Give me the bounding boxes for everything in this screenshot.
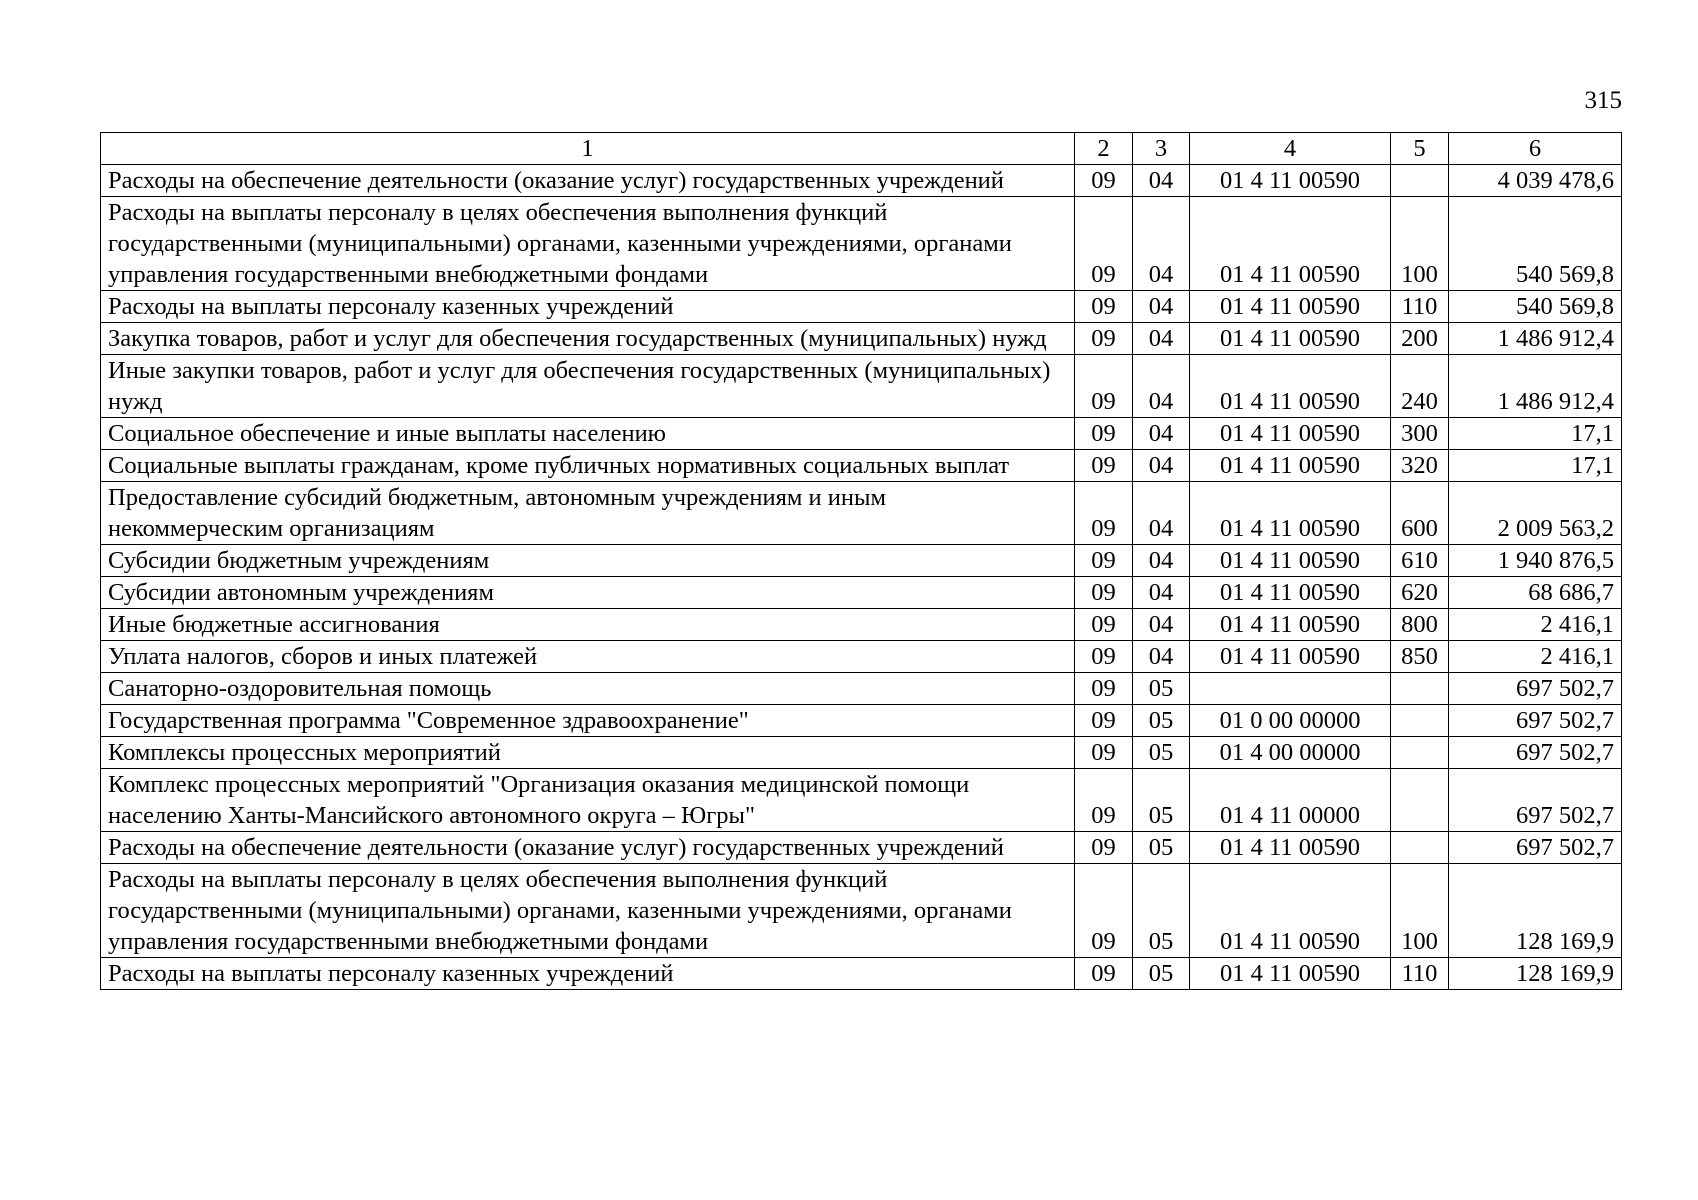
header-col-4: 4 [1190, 133, 1391, 165]
expense-name-cell: Закупка товаров, работ и услуг для обеспечения государственных (муниципальных) нужд [101, 323, 1075, 355]
table-row [101, 832, 1622, 864]
amount-cell: 17,1 [1449, 450, 1622, 482]
expense-type-cell: 110 [1391, 958, 1449, 990]
section-code-cell: 09 [1075, 832, 1133, 864]
amount-cell: 128 169,9 [1449, 864, 1622, 958]
amount-cell: 2 416,1 [1449, 641, 1622, 673]
subsection-code-cell: 04 [1133, 165, 1190, 197]
amount-cell: 128 169,9 [1449, 958, 1622, 990]
target-article-cell: 01 4 11 00590 [1190, 482, 1391, 545]
table-row [101, 323, 1622, 355]
section-code-cell: 09 [1075, 705, 1133, 737]
target-article-cell: 01 4 11 00590 [1190, 958, 1391, 990]
section-code-cell: 09 [1075, 958, 1133, 990]
amount-cell: 1 940 876,5 [1449, 545, 1622, 577]
table-row [101, 705, 1622, 737]
expense-name-cell: Иные закупки товаров, работ и услуг для обеспечения государственных (муниципальных) нужд [101, 355, 1075, 418]
section-code-cell: 09 [1075, 641, 1133, 673]
table-row [101, 864, 1622, 958]
amount-cell: 540 569,8 [1449, 291, 1622, 323]
target-article-cell: 01 4 11 00000 [1190, 769, 1391, 832]
table-row [101, 609, 1622, 641]
target-article-cell: 01 4 11 00590 [1190, 197, 1391, 291]
amount-cell: 697 502,7 [1449, 705, 1622, 737]
subsection-code-cell: 04 [1133, 418, 1190, 450]
expense-name-cell: Расходы на выплаты персоналу в целях обеспечения выполнения функций государственными (муниципальными) органами, казенными учреждениями, органами управления государственными внебюджетными фондами [101, 197, 1075, 291]
subsection-code-cell: 04 [1133, 641, 1190, 673]
target-article-cell: 01 4 11 00590 [1190, 545, 1391, 577]
target-article-cell: 01 4 11 00590 [1190, 641, 1391, 673]
section-code-cell: 09 [1075, 291, 1133, 323]
subsection-code-cell: 04 [1133, 577, 1190, 609]
amount-cell: 697 502,7 [1449, 832, 1622, 864]
subsection-code-cell: 04 [1133, 609, 1190, 641]
table-row [101, 641, 1622, 673]
target-article-cell: 01 4 11 00590 [1190, 165, 1391, 197]
table-row [101, 545, 1622, 577]
expense-type-cell: 100 [1391, 864, 1449, 958]
target-article-cell: 01 4 11 00590 [1190, 864, 1391, 958]
target-article-cell: 01 4 11 00590 [1190, 323, 1391, 355]
target-article-cell: 01 4 11 00590 [1190, 355, 1391, 418]
header-col-3: 3 [1133, 133, 1190, 165]
expense-name-cell: Иные бюджетные ассигнования [101, 609, 1075, 641]
subsection-code-cell: 04 [1133, 482, 1190, 545]
subsection-code-cell: 05 [1133, 769, 1190, 832]
table-body [101, 165, 1622, 990]
table-row [101, 450, 1622, 482]
expense-type-cell: 100 [1391, 197, 1449, 291]
header-col-5: 5 [1391, 133, 1449, 165]
amount-cell: 1 486 912,4 [1449, 323, 1622, 355]
header-col-2: 2 [1075, 133, 1133, 165]
header-row [101, 133, 1622, 165]
target-article-cell: 01 4 11 00590 [1190, 291, 1391, 323]
amount-cell: 4 039 478,6 [1449, 165, 1622, 197]
expense-name-cell: Расходы на выплаты персоналу казенных учреждений [101, 291, 1075, 323]
amount-cell: 697 502,7 [1449, 769, 1622, 832]
target-article-cell: 01 4 11 00590 [1190, 577, 1391, 609]
table-row [101, 577, 1622, 609]
expense-type-cell: 320 [1391, 450, 1449, 482]
expense-type-cell [1391, 737, 1449, 769]
expense-type-cell [1391, 165, 1449, 197]
page-number: 315 [1584, 87, 1622, 114]
table-row [101, 737, 1622, 769]
section-code-cell: 09 [1075, 450, 1133, 482]
table-row [101, 418, 1622, 450]
table-row [101, 355, 1622, 418]
target-article-cell: 01 4 11 00590 [1190, 418, 1391, 450]
subsection-code-cell: 04 [1133, 355, 1190, 418]
target-article-cell: 01 4 11 00590 [1190, 609, 1391, 641]
expense-type-cell: 600 [1391, 482, 1449, 545]
subsection-code-cell: 04 [1133, 197, 1190, 291]
header-col-6: 6 [1449, 133, 1622, 165]
expense-name-cell: Санаторно-оздоровительная помощь [101, 673, 1075, 705]
amount-cell: 2 416,1 [1449, 609, 1622, 641]
table-row [101, 958, 1622, 990]
target-article-cell: 01 4 11 00590 [1190, 832, 1391, 864]
section-code-cell: 09 [1075, 165, 1133, 197]
expense-name-cell: Социальное обеспечение и иные выплаты населению [101, 418, 1075, 450]
amount-cell: 540 569,8 [1449, 197, 1622, 291]
table-row [101, 769, 1622, 832]
expense-type-cell: 200 [1391, 323, 1449, 355]
expense-name-cell: Социальные выплаты гражданам, кроме публичных нормативных социальных выплат [101, 450, 1075, 482]
subsection-code-cell: 04 [1133, 545, 1190, 577]
expense-name-cell: Государственная программа "Современное здравоохранение" [101, 705, 1075, 737]
subsection-code-cell: 05 [1133, 673, 1190, 705]
section-code-cell: 09 [1075, 577, 1133, 609]
expense-name-cell: Расходы на выплаты персоналу казенных учреждений [101, 958, 1075, 990]
table-row [101, 482, 1622, 545]
header-col-1: 1 [101, 133, 1075, 165]
expense-name-cell: Комплексы процессных мероприятий [101, 737, 1075, 769]
subsection-code-cell: 04 [1133, 323, 1190, 355]
expense-type-cell: 800 [1391, 609, 1449, 641]
amount-cell: 697 502,7 [1449, 737, 1622, 769]
section-code-cell: 09 [1075, 769, 1133, 832]
section-code-cell: 09 [1075, 418, 1133, 450]
expense-type-cell: 110 [1391, 291, 1449, 323]
expense-name-cell: Комплекс процессных мероприятий "Организация оказания медицинской помощи населению Ханты-Мансийского автономного округа – Югры" [101, 769, 1075, 832]
expense-type-cell [1391, 832, 1449, 864]
section-code-cell: 09 [1075, 609, 1133, 641]
target-article-cell: 01 0 00 00000 [1190, 705, 1391, 737]
section-code-cell: 09 [1075, 673, 1133, 705]
target-article-cell: 01 4 11 00590 [1190, 450, 1391, 482]
expense-type-cell: 850 [1391, 641, 1449, 673]
amount-cell: 68 686,7 [1449, 577, 1622, 609]
target-article-cell [1190, 673, 1391, 705]
section-code-cell: 09 [1075, 323, 1133, 355]
subsection-code-cell: 05 [1133, 832, 1190, 864]
section-code-cell: 09 [1075, 482, 1133, 545]
amount-cell: 697 502,7 [1449, 673, 1622, 705]
target-article-cell: 01 4 00 00000 [1190, 737, 1391, 769]
table-row [101, 197, 1622, 291]
section-code-cell: 09 [1075, 737, 1133, 769]
section-code-cell: 09 [1075, 864, 1133, 958]
subsection-code-cell: 04 [1133, 450, 1190, 482]
subsection-code-cell: 04 [1133, 291, 1190, 323]
expense-name-cell: Расходы на обеспечение деятельности (оказание услуг) государственных учреждений [101, 832, 1075, 864]
subsection-code-cell: 05 [1133, 705, 1190, 737]
expense-type-cell [1391, 769, 1449, 832]
expense-name-cell: Предоставление субсидий бюджетным, автономным учреждениям и иным некоммерческим организациям [101, 482, 1075, 545]
section-code-cell: 09 [1075, 355, 1133, 418]
expense-type-cell: 300 [1391, 418, 1449, 450]
amount-cell: 1 486 912,4 [1449, 355, 1622, 418]
expense-name-cell: Субсидии автономным учреждениям [101, 577, 1075, 609]
expense-type-cell: 610 [1391, 545, 1449, 577]
expense-type-cell: 620 [1391, 577, 1449, 609]
expense-name-cell: Расходы на обеспечение деятельности (оказание услуг) государственных учреждений [101, 165, 1075, 197]
expense-type-cell [1391, 705, 1449, 737]
table-row [101, 165, 1622, 197]
expense-name-cell: Расходы на выплаты персоналу в целях обеспечения выполнения функций государственными (муниципальными) органами, казенными учреждениями, органами управления государственными внебюджетными фондами [101, 864, 1075, 958]
table-row [101, 291, 1622, 323]
subsection-code-cell: 05 [1133, 864, 1190, 958]
amount-cell: 2 009 563,2 [1449, 482, 1622, 545]
expense-type-cell: 240 [1391, 355, 1449, 418]
expense-name-cell: Субсидии бюджетным учреждениям [101, 545, 1075, 577]
expense-name-cell: Уплата налогов, сборов и иных платежей [101, 641, 1075, 673]
amount-cell: 17,1 [1449, 418, 1622, 450]
section-code-cell: 09 [1075, 545, 1133, 577]
expense-type-cell [1391, 673, 1449, 705]
table-row [101, 673, 1622, 705]
subsection-code-cell: 05 [1133, 737, 1190, 769]
subsection-code-cell: 05 [1133, 958, 1190, 990]
budget-table [100, 132, 1622, 990]
section-code-cell: 09 [1075, 197, 1133, 291]
